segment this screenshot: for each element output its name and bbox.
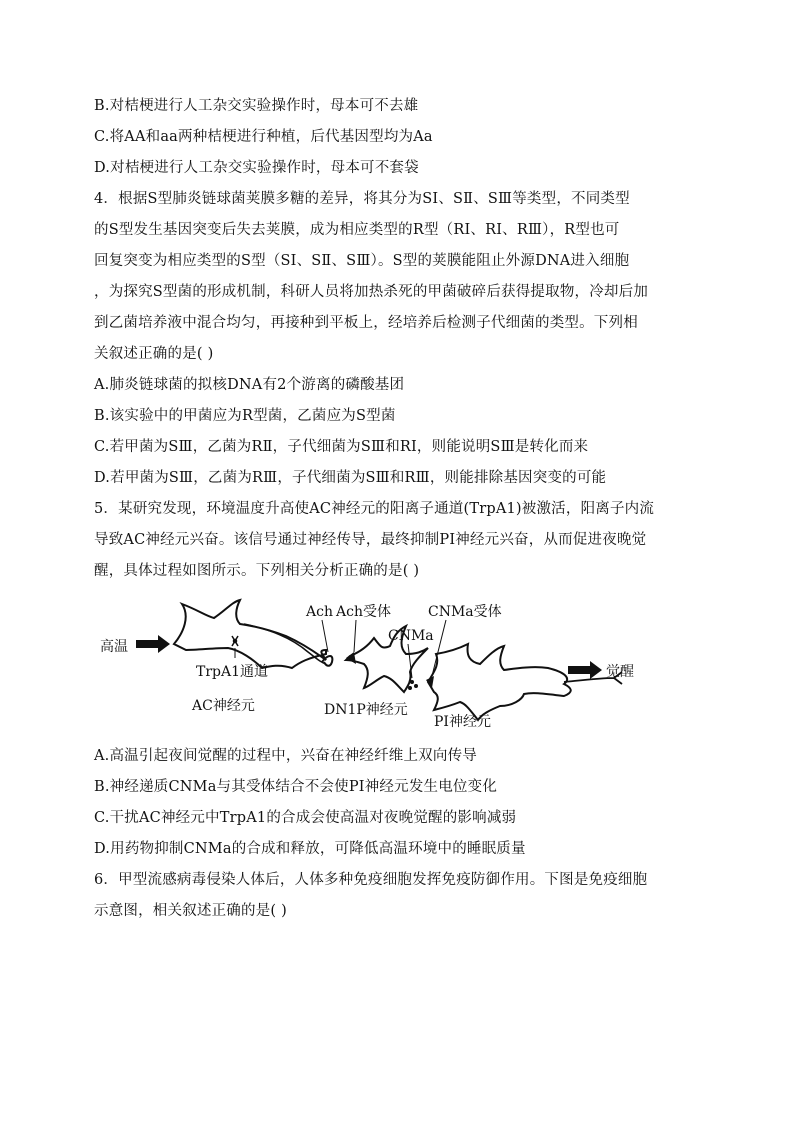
- label-cnma: CNMa: [388, 628, 434, 644]
- text-line-5: 的S型发生基因突变后失去荚膜，成为相应类型的R型（RⅠ、RⅠ、RⅢ），R型也可: [94, 222, 620, 238]
- cnma-vesicle-3: [408, 686, 412, 690]
- text-line-19: C.干扰AC神经元中TrpA1的合成会使高温对夜晚觉醒的影响减弱: [94, 810, 517, 826]
- neuron-pathway-diagram: [94, 596, 704, 736]
- label-cnma-receptor: CNMa受体: [428, 604, 502, 620]
- ach-receptor-pointer: [354, 620, 356, 652]
- output-arrow: [568, 661, 602, 679]
- label-pi-neuron: PI神经元: [434, 714, 491, 730]
- text-line-11: B.该实验中的甲菌应为R型菌，乙菌应为S型菌: [94, 408, 396, 424]
- input-arrow: [136, 635, 170, 653]
- ac-neuron: [174, 600, 326, 668]
- text-line-3: D.对桔梗进行人工杂交实验操作时，母本可不套袋: [94, 160, 419, 176]
- text-line-10: A.肺炎链球菌的拟核DNA有2个游离的磷酸基团: [94, 377, 405, 393]
- pi-neuron: [428, 644, 571, 720]
- text-line-15: 导致AC神经元兴奋。该信号通过神经传导，最终抑制PI神经元兴奋，从而促进夜晚觉: [94, 532, 647, 548]
- label-ac-neuron: AC神经元: [192, 698, 255, 714]
- label-high-temp: 高温: [100, 639, 128, 655]
- text-line-9: 关叙述正确的是( ): [94, 346, 214, 362]
- ach-pointer: [322, 620, 328, 652]
- cnma-receptor-pointer: [432, 620, 446, 676]
- text-line-12: C.若甲菌为SⅢ，乙菌为RⅡ，子代细菌为SⅢ和RⅠ，则能说明SⅢ是转化而来: [94, 439, 589, 455]
- text-line-1: B.对桔梗进行人工杂交实验操作时，母本可不去雄: [94, 98, 419, 114]
- label-trpa1: TrpA1通道: [196, 664, 269, 680]
- text-line-7: ，为探究S型菌的形成机制，科研人员将加热杀死的甲菌破碎后获得提取物，冷却后加: [94, 284, 649, 300]
- text-line-21: 6．甲型流感病毒侵染人体后，人体多种免疫细胞发挥免疫防御作用。下图是免疫细胞: [94, 872, 648, 888]
- text-line-16: 醒，具体过程如图所示。下列相关分析正确的是( ): [94, 563, 420, 579]
- label-ach: Ach: [306, 604, 333, 620]
- text-line-8: 到乙菌培养液中混合均匀，再接种到平板上，经培养后检测子代细菌的类型。下列相: [94, 315, 638, 331]
- text-line-22: 示意图，相关叙述正确的是( ): [94, 903, 287, 919]
- cnma-vesicle-2: [414, 684, 418, 688]
- text-line-6: 回复突变为相应类型的S型（SⅠ、SⅡ、SⅢ）。S型的荚膜能阻止外源DNA进入细胞: [94, 253, 630, 269]
- label-awake: 觉醒: [606, 664, 634, 680]
- cnma-vesicle-1: [410, 680, 414, 684]
- label-ach-receptor: Ach受体: [336, 604, 391, 620]
- text-line-20: D.用药物抑制CNMa的合成和释放，可降低高温环境中的睡眠质量: [94, 841, 526, 857]
- text-line-4: 4．根据S型肺炎链球菌荚膜多糖的差异，将其分为SⅠ、SⅡ、SⅢ等类型，不同类型: [94, 191, 630, 207]
- label-dn1p-neuron: DN1P神经元: [324, 702, 408, 718]
- text-line-14: 5．某研究发现，环境温度升高使AC神经元的阳离子通道(TrpA1)被激活，阳离子内流: [94, 501, 655, 517]
- text-line-18: B.神经递质CNMa与其受体结合不会使PI神经元发生电位变化: [94, 779, 498, 795]
- text-line-2: C.将AA和aa两种桔梗进行种植，后代基因型均为Aa: [94, 129, 433, 145]
- text-line-13: D.若甲菌为SⅢ，乙菌为RⅢ，子代细菌为SⅢ和RⅢ，则能排除基因突变的可能: [94, 470, 607, 486]
- text-line-17: A.高温引起夜间觉醒的过程中，兴奋在神经纤维上双向传导: [94, 748, 477, 764]
- trpa1-channel-icon: [232, 636, 238, 646]
